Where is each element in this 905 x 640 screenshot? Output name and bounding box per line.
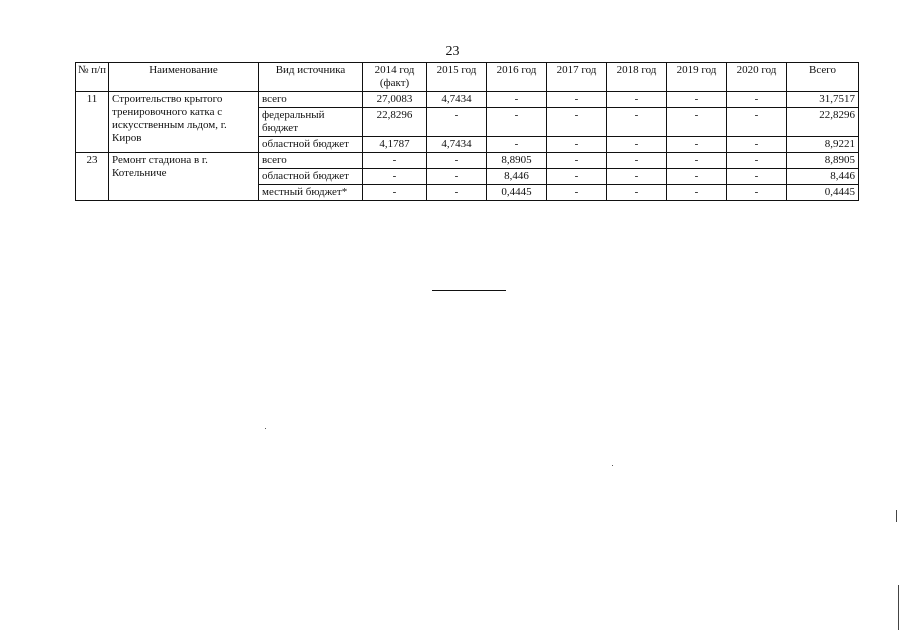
value-2014: 4,1787: [363, 137, 427, 153]
value-2019: -: [667, 137, 727, 153]
scan-speck: [612, 465, 613, 466]
value-2019: -: [667, 169, 727, 185]
separator-line: [432, 290, 506, 291]
header-cell: Наименование: [109, 63, 259, 92]
value-2016: 0,4445: [487, 185, 547, 201]
header-cell: 2014 год (факт): [363, 63, 427, 92]
value-total: 8,446: [787, 169, 859, 185]
object-name: Строительство крытого тренировочного катка с искусственным льдом, г. Киров: [109, 92, 259, 153]
value-2017: -: [547, 153, 607, 169]
value-total: 8,9221: [787, 137, 859, 153]
source-type: областной бюджет: [259, 137, 363, 153]
source-type: областной бюджет: [259, 169, 363, 185]
scan-speck: [265, 428, 266, 429]
value-2020: -: [727, 108, 787, 137]
value-2019: -: [667, 185, 727, 201]
source-type: местный бюджет*: [259, 185, 363, 201]
header-cell: Всего: [787, 63, 859, 92]
header-cell: 2020 год: [727, 63, 787, 92]
value-2016: -: [487, 92, 547, 108]
header-cell: 2019 год: [667, 63, 727, 92]
value-2015: -: [427, 185, 487, 201]
header-cell: 2016 год: [487, 63, 547, 92]
value-2017: -: [547, 92, 607, 108]
value-2018: -: [607, 169, 667, 185]
value-2017: -: [547, 185, 607, 201]
source-type: всего: [259, 92, 363, 108]
value-2020: -: [727, 169, 787, 185]
value-total: 0,4445: [787, 185, 859, 201]
table-row: [76, 92, 859, 108]
source-type: федеральный бюджет: [259, 108, 363, 137]
value-2019: -: [667, 108, 727, 137]
value-2018: -: [607, 92, 667, 108]
value-total: 31,7517: [787, 92, 859, 108]
scan-edge-mark: [896, 510, 897, 522]
object-name: Ремонт стадиона в г. Котельниче: [109, 153, 259, 201]
page-number: 23: [445, 44, 460, 59]
header-cell: 2018 год: [607, 63, 667, 92]
header-cell: № п/п: [76, 63, 109, 92]
value-total: 8,8905: [787, 153, 859, 169]
value-2016: -: [487, 108, 547, 137]
value-2014: 27,0083: [363, 92, 427, 108]
value-2020: -: [727, 153, 787, 169]
object-number: 11: [76, 92, 109, 153]
value-2015: -: [427, 153, 487, 169]
value-2018: -: [607, 108, 667, 137]
value-total: 22,8296: [787, 108, 859, 137]
value-2019: -: [667, 153, 727, 169]
value-2016: 8,446: [487, 169, 547, 185]
value-2017: -: [547, 108, 607, 137]
value-2020: -: [727, 185, 787, 201]
scan-edge-mark: [898, 585, 899, 630]
value-2020: -: [727, 92, 787, 108]
value-2019: -: [667, 92, 727, 108]
source-type: всего: [259, 153, 363, 169]
value-2016: 8,8905: [487, 153, 547, 169]
value-2018: -: [607, 185, 667, 201]
value-2015: -: [427, 169, 487, 185]
value-2015: 4,7434: [427, 92, 487, 108]
value-2014: -: [363, 153, 427, 169]
header-cell: Вид источника: [259, 63, 363, 92]
value-2017: -: [547, 137, 607, 153]
value-2014: -: [363, 169, 427, 185]
table-row: [76, 153, 859, 169]
value-2016: -: [487, 137, 547, 153]
value-2014: -: [363, 185, 427, 201]
header-row: [76, 63, 859, 92]
value-2018: -: [607, 137, 667, 153]
value-2020: -: [727, 137, 787, 153]
value-2018: -: [607, 153, 667, 169]
header-cell: 2015 год: [427, 63, 487, 92]
object-number: 23: [76, 153, 109, 201]
budget-table: [75, 62, 859, 201]
value-2017: -: [547, 169, 607, 185]
header-cell: 2017 год: [547, 63, 607, 92]
value-2015: -: [427, 108, 487, 137]
value-2014: 22,8296: [363, 108, 427, 137]
value-2015: 4,7434: [427, 137, 487, 153]
